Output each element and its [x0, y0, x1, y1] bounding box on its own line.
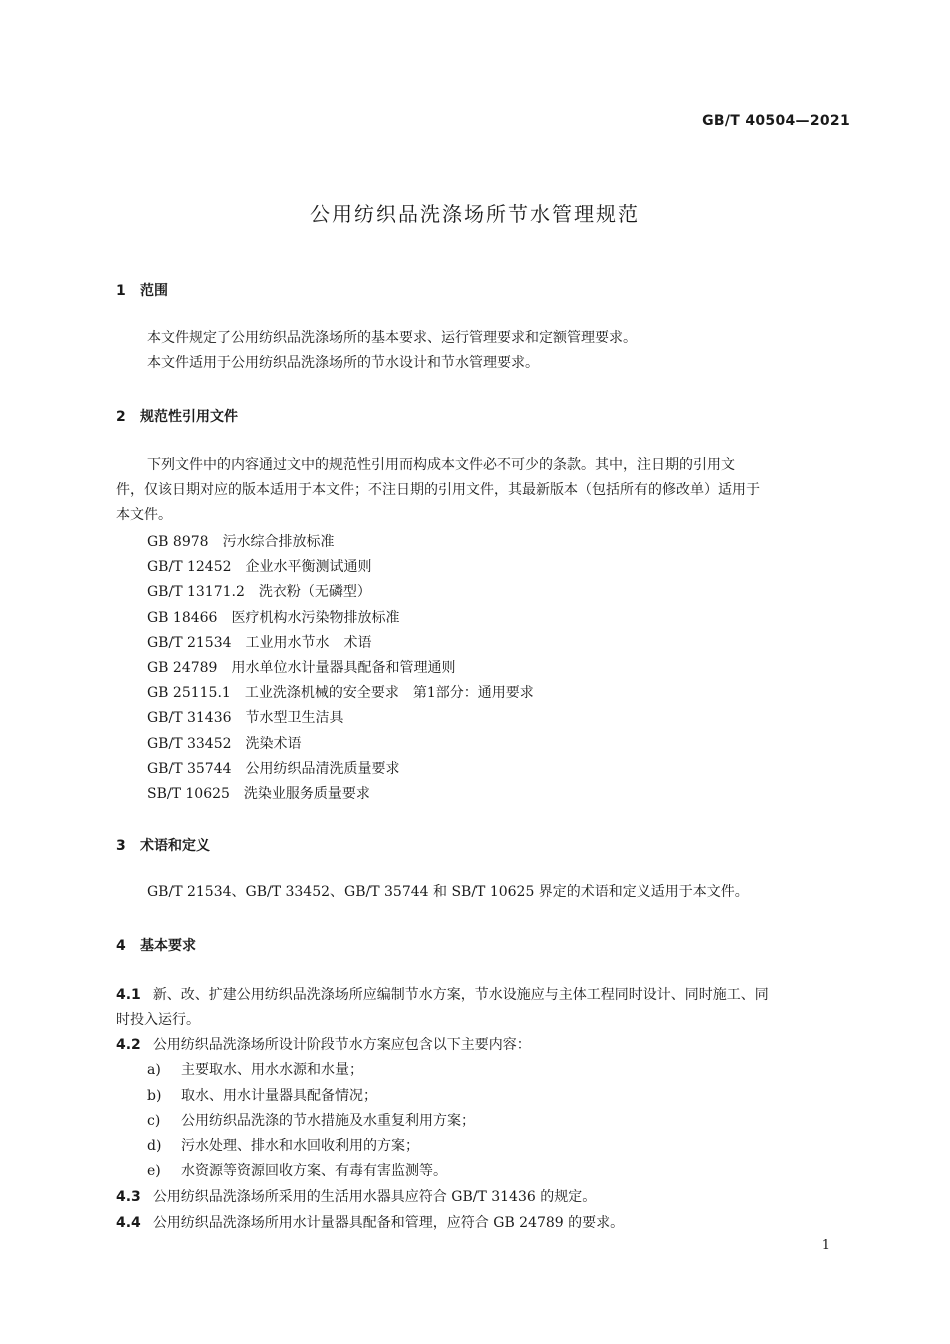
reference-item	[147, 707, 344, 727]
section-2-heading	[116, 406, 238, 426]
reference-title: 企业水平衡测试通则	[245, 559, 372, 575]
reference-code: GB/T 35744	[147, 761, 232, 777]
reference-title: 洗染业服务质量要求	[243, 786, 370, 802]
section-1-heading	[116, 280, 168, 300]
reference-item	[147, 531, 335, 551]
reference-item	[147, 657, 455, 677]
paragraph: 本文件规定了公用纺织品洗涤场所的基本要求、运行管理要求和定额管理要求。	[147, 330, 637, 346]
section-title: 基本要求	[140, 938, 196, 954]
section-number: 4	[116, 938, 126, 954]
list-label: d)	[147, 1138, 162, 1154]
list-text: 污水处理、排水和水回收利用的方案；	[181, 1138, 419, 1154]
clause-text: 公用纺织品洗涤场所采用的生活用水器具应符合 GB/T 31436 的规定。	[152, 1189, 597, 1205]
list-text: 主要取水、用水水源和水量；	[181, 1062, 363, 1078]
clause-text: 公用纺织品洗涤场所用水计量器具配备和管理，应符合 GB 24789 的要求。	[152, 1215, 625, 1231]
section-number: 3	[116, 838, 126, 854]
clause-text: 新、改、扩建公用纺织品洗涤场所应编制节水方案，节水设施应与主体工程同时设计、同时施工、同	[152, 987, 769, 1003]
paragraph-line: 件，仅该日期对应的版本适用于本文件；不注日期的引用文件，其最新版本（包括所有的修改单）适用于	[116, 482, 760, 498]
reference-title: 工业用水节水 术语	[245, 635, 372, 651]
reference-item	[147, 758, 400, 778]
paragraph-line: 下列文件中的内容通过文中的规范性引用而构成本文件必不可少的条款。其中，注日期的引用文	[147, 457, 735, 473]
paragraph: GB/T 21534、GB/T 33452、GB/T 35744 和 SB/T 10625 界定的术语和定义适用于本文件。	[147, 884, 749, 900]
reference-code: SB/T 10625	[147, 786, 230, 802]
list-item	[147, 1059, 363, 1079]
clause-text: 公用纺织品洗涤场所设计阶段节水方案应包含以下主要内容：	[152, 1037, 531, 1053]
reference-item	[147, 632, 372, 652]
clause-continuation: 时投入运行。	[116, 1012, 200, 1028]
section-title: 范围	[140, 283, 168, 299]
reference-item	[147, 733, 302, 753]
reference-code: GB/T 13171.2	[147, 584, 245, 600]
reference-code: GB 24789	[147, 660, 218, 676]
reference-title: 医疗机构水污染物排放标准	[231, 610, 400, 626]
standard-code: GB/T 40504—2021	[702, 113, 850, 129]
section-title: 规范性引用文件	[140, 409, 238, 425]
reference-title: 公用纺织品清洗质量要求	[245, 761, 400, 777]
clause-4-4	[116, 1212, 624, 1232]
reference-item	[147, 581, 371, 601]
reference-title: 洗衣粉（无磷型）	[258, 584, 371, 600]
list-label: c)	[147, 1113, 161, 1129]
clause-4-3	[116, 1186, 596, 1206]
clause-number: 4.3	[116, 1189, 141, 1205]
clause-number: 4.4	[116, 1215, 141, 1231]
reference-title: 污水综合排放标准	[222, 534, 335, 550]
reference-code: GB 18466	[147, 610, 218, 626]
reference-item	[147, 783, 370, 803]
list-text: 水资源等资源回收方案、有毒有害监测等。	[181, 1163, 447, 1179]
reference-code: GB/T 33452	[147, 736, 232, 752]
clause-number: 4.2	[116, 1037, 141, 1053]
list-text: 公用纺织品洗涤的节水措施及水重复利用方案；	[181, 1113, 475, 1129]
reference-code: GB 8978	[147, 534, 209, 550]
clause-4-1	[116, 984, 769, 1004]
list-item	[147, 1160, 447, 1180]
section-number: 2	[116, 409, 126, 425]
section-3-heading	[116, 835, 210, 855]
section-number: 1	[116, 283, 126, 299]
document-title: 公用纺织品洗涤场所节水管理规范	[310, 202, 640, 226]
list-item	[147, 1085, 377, 1105]
section-title: 术语和定义	[140, 838, 210, 854]
page-number: 1	[821, 1238, 830, 1253]
reference-item	[147, 682, 534, 702]
reference-code: GB/T 12452	[147, 559, 232, 575]
reference-code: GB/T 31436	[147, 710, 232, 726]
reference-item	[147, 607, 399, 627]
paragraph: 本文件适用于公用纺织品洗涤场所的节水设计和节水管理要求。	[147, 355, 539, 371]
reference-code: GB/T 21534	[147, 635, 232, 651]
reference-code: GB 25115.1	[147, 685, 231, 701]
paragraph-line: 本文件。	[116, 507, 172, 523]
list-label: e)	[147, 1163, 161, 1179]
reference-item	[147, 556, 372, 576]
section-4-heading	[116, 935, 196, 955]
list-item	[147, 1135, 419, 1155]
list-text: 取水、用水计量器具配备情况；	[181, 1088, 377, 1104]
reference-title: 用水单位水计量器具配备和管理通则	[231, 660, 456, 676]
clause-number: 4.1	[116, 987, 141, 1003]
list-label: a)	[147, 1062, 161, 1078]
reference-title: 节水型卫生洁具	[245, 710, 344, 726]
list-item	[147, 1110, 475, 1130]
list-label: b)	[147, 1088, 162, 1104]
reference-title: 工业洗涤机械的安全要求 第1部分：通用要求	[244, 685, 534, 701]
clause-4-2	[116, 1034, 531, 1054]
reference-title: 洗染术语	[245, 736, 302, 752]
